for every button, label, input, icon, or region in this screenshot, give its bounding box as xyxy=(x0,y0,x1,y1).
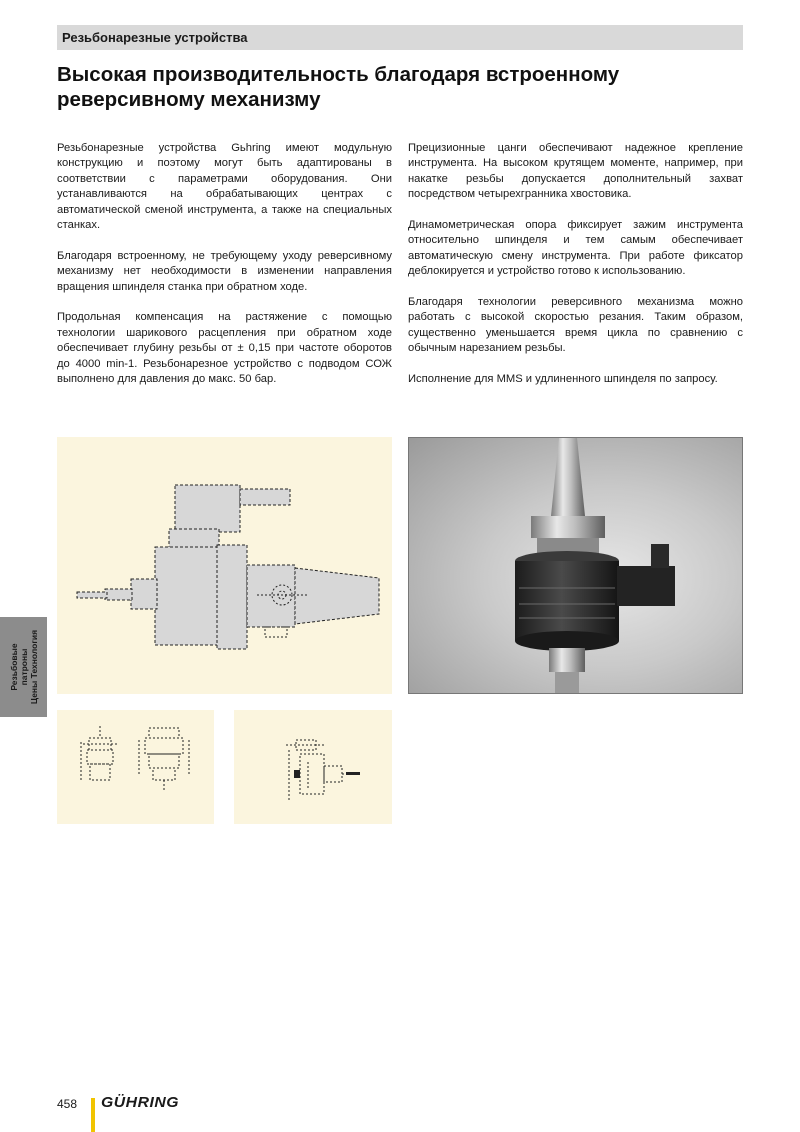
side-tab xyxy=(0,617,47,717)
left-text-column xyxy=(57,141,392,403)
left-paragraph-2: Благодаря встроенному, не требующему уходу реверсивному механизму нет необходимости в изменении направления вращения шпинделя станка при обратном ходе. xyxy=(57,249,392,293)
detail-drawing-1-svg xyxy=(57,710,214,824)
right-text-column xyxy=(408,141,743,403)
side-tab-line-3: Цены Технология xyxy=(28,629,39,705)
footer-accent-bar xyxy=(91,1098,95,1132)
right-paragraph-2: Динамометрическая опора фиксирует зажим инструмента относительно шпинделя и тем самым обеспечивает автоматическую смену инструмента. При работе фиксатор деблокируется и устройство готово к использованию. xyxy=(408,219,743,278)
right-paragraph-4: Исполнение для MMS и удлиненного шпинделя по запросу. xyxy=(408,373,718,386)
left-paragraph-1: Резьбонарезные устройства Gьhring имеют модульную конструкцию и поэтому могут быть адаптированы в соответствии с параметрами оборудования. Они устанавливаются на обрабатывающих центрах с автоматической сменой инструмента, а также на специальных станках. xyxy=(57,142,392,232)
right-paragraph-1: Прецизионные цанги обеспечивают надежное крепление инструмента. На высоком крутящем моменте, например, при накатке резьбы допускается дополнительный захват посредством четырехгранника хвостовика. xyxy=(408,142,743,201)
side-tab-line-2: патроны xyxy=(18,648,29,686)
section-title: Резьбонарезные устройства xyxy=(62,30,248,45)
guehring-logo: GÜHRING xyxy=(101,1094,180,1111)
section-header-bar xyxy=(57,25,743,50)
left-paragraph-3: Продольная компенсация на растяжение с помощью технологии шарикового расцепления при обратном ходе обеспечивает глубину резьбы от ± 0,15 при частоте оборотов до 4000 min-1. Резьбонарезное устройство с подводом СОЖ выполнено для давления до макс. 50 бар. xyxy=(57,311,392,386)
detail-drawing-1 xyxy=(57,710,214,824)
side-tab-line-1: Резьбовые xyxy=(8,643,19,691)
side-tab-text xyxy=(9,619,39,715)
right-paragraph-3: Благодаря технологии реверсивного механизма можно работать с высокой скоростью резания. Таким образом, существенно уменьшается время цикла по сравнению с обычным нарезанием резьбы. xyxy=(408,296,743,355)
tapping-attachment-drawing-svg xyxy=(57,437,392,694)
product-photo-svg xyxy=(409,438,742,693)
tapping-attachment-drawing xyxy=(57,437,392,694)
detail-drawing-2-svg xyxy=(234,710,392,824)
page-number: 458 xyxy=(57,1097,78,1111)
detail-drawing-2 xyxy=(234,710,392,824)
page-title: Высокая производительность благодаря встроенному реверсивному механизму xyxy=(57,63,620,111)
product-photo xyxy=(408,437,743,694)
